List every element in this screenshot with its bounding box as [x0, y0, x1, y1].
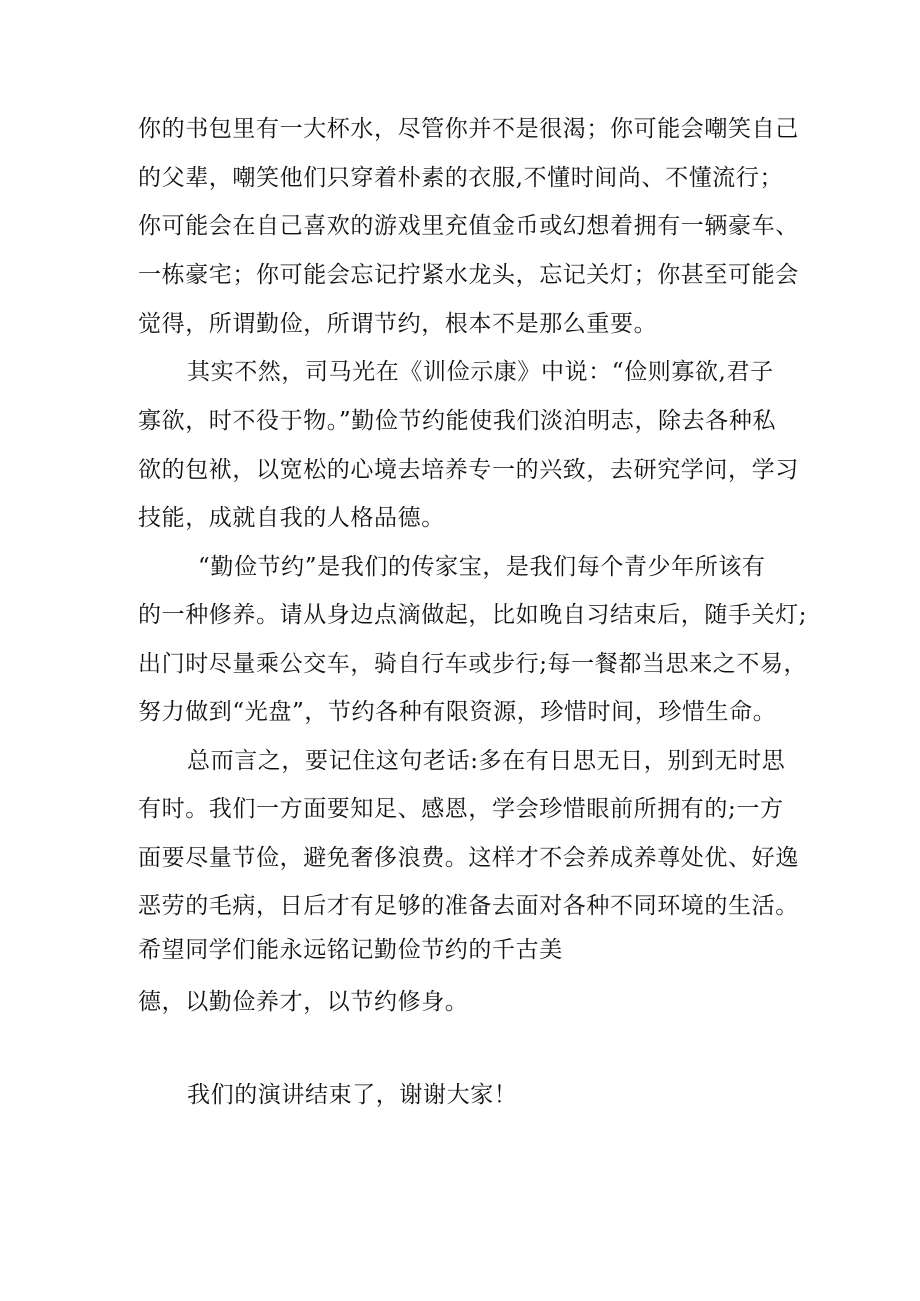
- text-line: 出门时尽量乘公交车，骑自行车或步行;每一餐都当思来之不易，: [138, 651, 808, 677]
- text-line: 恶劳的毛病，日后才有足够的准备去面对各种不同环境的生活。: [138, 893, 799, 919]
- text-line: 希望同学们能永远铭记勤俭节约的千古美: [138, 937, 563, 963]
- text-line: 你的书包里有一大杯水，尽管你并不是很渴；你可能会嘲笑自己: [138, 116, 799, 142]
- text-line: 其实不然，司马光在《训俭示康》中说：“俭则寡欲,君子: [187, 359, 774, 385]
- text-line: 你可能会在自己喜欢的游戏里充值金币或幻想着拥有一辆豪车、: [138, 213, 799, 239]
- text-line: 努力做到“光盘”，节约各种有限资源，珍惜时间，珍惜生命。: [138, 699, 777, 725]
- text-line: 的父辈，嘲笑他们只穿着朴素的衣服,不懂时间尚、不懂流行；: [138, 165, 784, 191]
- text-line: 的一种修养。请从身边点滴做起，比如晚自习结束后，随手关灯;: [138, 602, 808, 628]
- text-line: 一栋豪宅；你可能会忘记拧紧水龙头，忘记关灯；你甚至可能会: [138, 262, 799, 288]
- text-line: 有时。我们一方面要知足、感恩，学会珍惜眼前所拥有的;一方: [138, 796, 784, 822]
- text-line: 寡欲，时不役于物。”勤俭节约能使我们淡泊明志，除去各种私: [138, 408, 777, 434]
- text-line: 技能，成就自我的人格品德。: [138, 505, 445, 531]
- text-line: 总而言之，要记住这句老话:多在有日思无日，别到无时思: [187, 748, 786, 774]
- text-line: 德，以勤俭养才，以节约修身。: [138, 989, 469, 1015]
- text-line: 欲的包袱，以宽松的心境去培养专一的兴致，去研究学问，学习: [138, 457, 799, 483]
- text-line: 觉得，所谓勤俭，所谓节约，根本不是那么重要。: [138, 311, 658, 337]
- text-line: 面要尽量节俭，避免奢侈浪费。这样才不会养成养尊处优、好逸: [138, 845, 799, 871]
- closing-line: 我们的演讲结束了，谢谢大家！: [187, 1082, 518, 1108]
- text-line: “勤俭节约”是我们的传家宝，是我们每个青少年所该有: [198, 554, 766, 580]
